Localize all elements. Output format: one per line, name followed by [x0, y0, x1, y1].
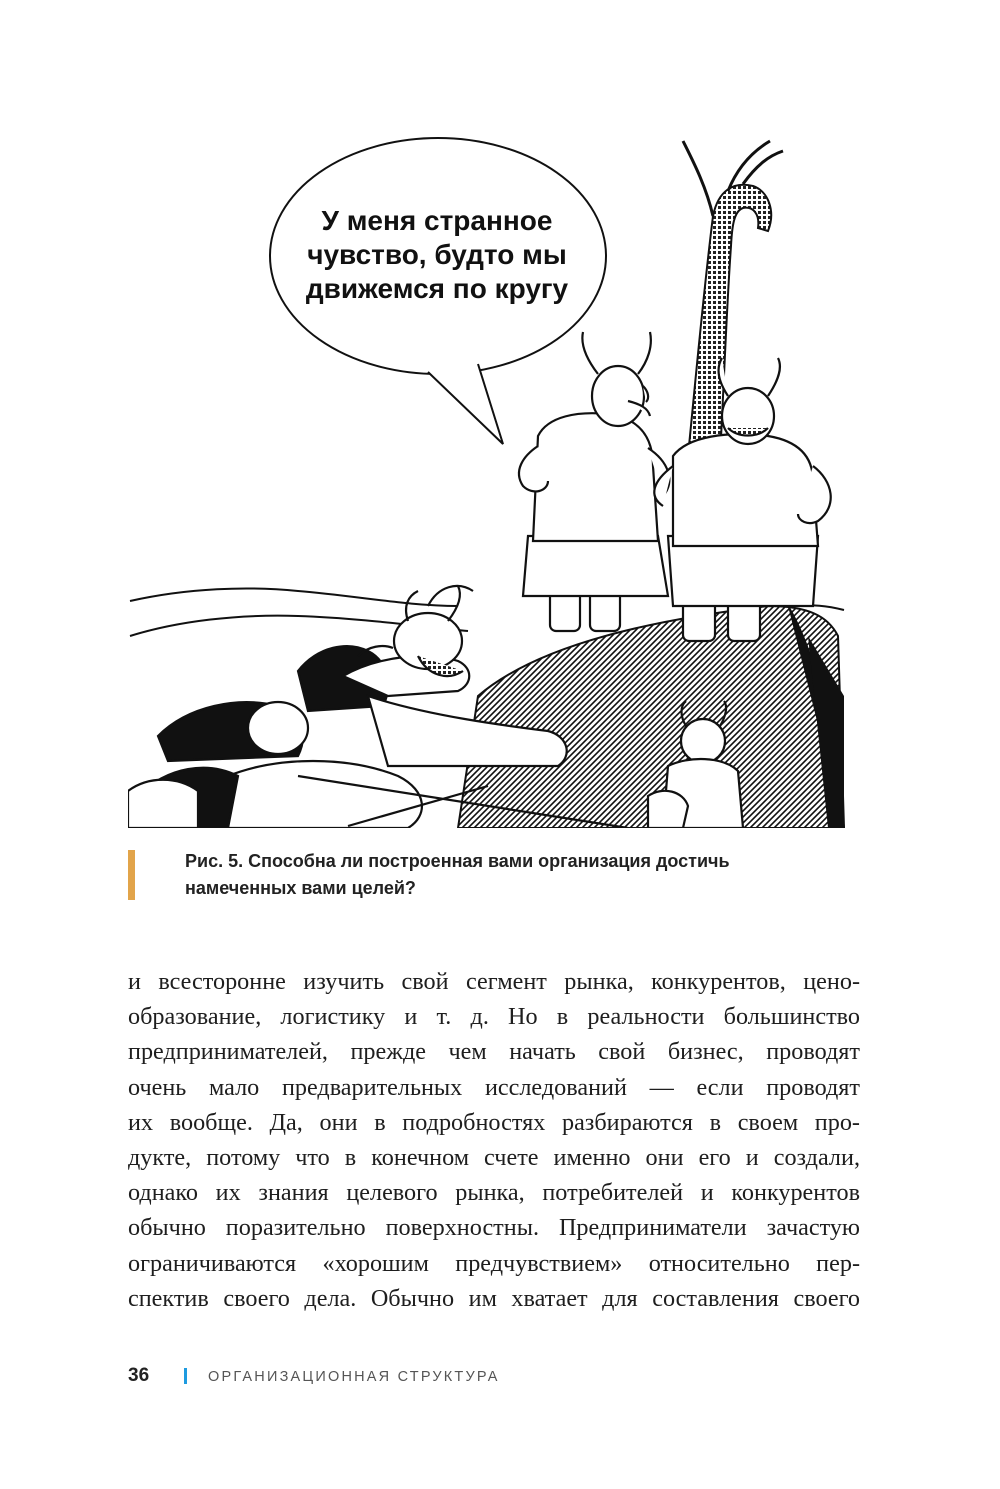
body-line: дукте, потому что в конечном счете именно они его и создали, [128, 1143, 860, 1171]
standing-viking-left [519, 332, 669, 631]
speech-line: У меня странное [321, 205, 553, 236]
footer-accent-bar [184, 1368, 187, 1384]
body-paragraph [128, 964, 860, 1316]
body-line: ограничиваются «хорошим предчувствием» относительно пер- [128, 1249, 860, 1277]
caption-accent-bar [128, 850, 135, 900]
body-line: и всесторонне изучить свой сегмент рынка, конкурентов, цено- [128, 968, 860, 995]
body-line: обычно поразительно поверхностны. Предприниматели зачастую [128, 1214, 860, 1242]
speech-bubble-text [272, 204, 602, 306]
body-line: их вообще. Да, они в подробностях разбираются в своем про- [128, 1108, 860, 1136]
caption-line: Рис. 5. Способна ли построенная вами организация достичь [185, 851, 730, 871]
speech-line: чувство, будто мы [307, 239, 567, 270]
body-line: очень мало предварительных исследований — если проводят [128, 1073, 860, 1101]
caption-text [185, 848, 845, 902]
standing-viking-right [654, 358, 830, 641]
body-line: спектив своего дела. Обычно им хватает для составления своего [128, 1284, 860, 1312]
caption-line: намеченных вами целей? [185, 878, 416, 898]
running-chapter-title: ОРГАНИЗАЦИОННАЯ СТРУКТУРА [208, 1369, 500, 1385]
body-line: образование, логистику и т. д. Но в реальности большинство [128, 1003, 860, 1031]
page-footer [128, 1362, 628, 1392]
body-line: однако их знания целевого рынка, потребителей и конкурентов [128, 1179, 860, 1207]
page-number: 36 [128, 1365, 150, 1386]
speech-line: движемся по кругу [305, 273, 569, 304]
body-line: предпринимателей, прежде чем начать свой бизнес, проводят [128, 1038, 860, 1066]
